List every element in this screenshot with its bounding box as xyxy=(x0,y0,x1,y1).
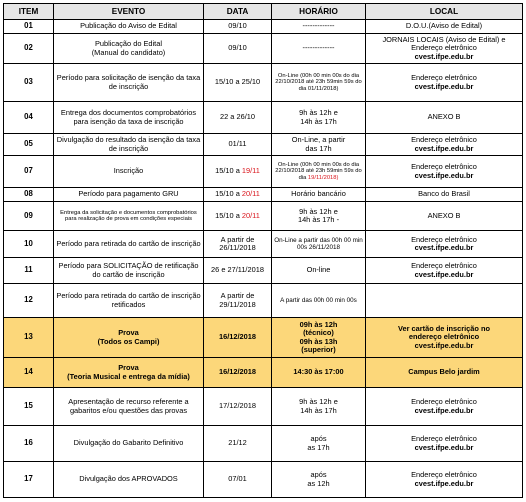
item-number: 05 xyxy=(4,134,54,156)
horario-cell: A partir das 00h 00 min 00s xyxy=(272,284,366,318)
horario-cell: 14:30 às 17:00 xyxy=(272,358,366,388)
evento-cell: Divulgação do resultado da isenção da taxa de inscrição xyxy=(54,134,204,156)
evento-line-1: Prova xyxy=(118,363,139,373)
local-line-2: Endereço eletrônico xyxy=(411,43,477,53)
local-cell: D.O.U.(Aviso de Edital) xyxy=(366,20,523,34)
table-row xyxy=(4,188,523,202)
date-end-highlight: 20/11 xyxy=(241,210,260,220)
evento-cell: Período para solicitação de isenção da taxa de inscrição xyxy=(54,64,204,102)
table-row xyxy=(4,20,523,34)
horario-cell xyxy=(272,156,366,188)
local-line-1: Endereço eletrônico xyxy=(411,261,477,271)
local-cell xyxy=(366,318,523,358)
evento-cell: Divulgação do Gabarito Definitivo xyxy=(54,426,204,462)
local-cell xyxy=(366,64,523,102)
evento-line-2: (Manual do candidato) xyxy=(91,47,166,57)
evento-cell: Inscrição xyxy=(54,156,204,188)
date-start: 15/10 a xyxy=(215,166,242,176)
evento-line-2: (Todos os Campi) xyxy=(97,336,160,346)
data-cell: 21/12 xyxy=(204,426,272,462)
local-url: cvest.ifpe.edu.br xyxy=(414,81,474,91)
horario-line-2: as 17h xyxy=(307,442,330,452)
data-line-1: A partir de xyxy=(220,291,255,301)
evento-cell: Entrega da solicitação e documentos comprobatórios para realização de prova em condições especiais xyxy=(54,202,204,231)
data-cell: 16/12/2018 xyxy=(204,318,272,358)
table-row xyxy=(4,102,523,134)
evento-line-2: (Teoria Musical e entrega da mídia) xyxy=(67,371,190,381)
data-cell: 15/10 a 25/10 xyxy=(204,64,272,102)
header-item: ITEM xyxy=(4,4,54,20)
schedule-table xyxy=(3,3,523,498)
item-number: 01 xyxy=(4,20,54,34)
local-cell xyxy=(366,34,523,64)
item-number: 08 xyxy=(4,188,54,202)
table-row xyxy=(4,462,523,498)
item-number: 07 xyxy=(4,156,54,188)
local-line-1: Endereço eletrônico xyxy=(411,162,477,172)
local-line-1: JORNAIS LOCAIS (Aviso de Edital) e xyxy=(382,35,506,45)
local-url: cvest.ifpe.edu.br xyxy=(414,143,474,153)
evento-cell: Período para pagamento GRU xyxy=(54,188,204,202)
table-row xyxy=(4,284,523,318)
local-line-1: Endereço eletrônico xyxy=(411,397,477,407)
local-cell xyxy=(366,156,523,188)
horario-cell xyxy=(272,318,366,358)
table-row xyxy=(4,231,523,258)
horario-cell xyxy=(272,102,366,134)
evento-cell xyxy=(54,358,204,388)
horario-line-1: após xyxy=(310,434,327,444)
data-cell: 09/10 xyxy=(204,20,272,34)
table-row xyxy=(4,258,523,284)
horario-line-2: 14h às 17h xyxy=(300,116,337,126)
horario-cell: On-line xyxy=(272,258,366,284)
local-cell: ANEXO B xyxy=(366,202,523,231)
item-number: 09 xyxy=(4,202,54,231)
local-cell xyxy=(366,462,523,498)
header-row xyxy=(4,4,523,20)
table-row xyxy=(4,34,523,64)
local-line-1: Endereço eletrônico xyxy=(411,234,477,244)
horario-cell xyxy=(272,202,366,231)
horario-line-3: 09h às 13h xyxy=(299,336,338,346)
item-number: 04 xyxy=(4,102,54,134)
data-cell xyxy=(204,231,272,258)
local-cell xyxy=(366,426,523,462)
evento-cell: Período para SOLICITAÇÃO de retificação do cartão de inscrição xyxy=(54,258,204,284)
table-row xyxy=(4,426,523,462)
local-url: cvest.ifpe.edu.br xyxy=(414,243,474,252)
data-cell: 01/11 xyxy=(204,134,272,156)
local-cell: ANEXO B xyxy=(366,102,523,134)
item-number: 10 xyxy=(4,231,54,258)
table-row xyxy=(4,358,523,388)
horario-cell: Horário bancário xyxy=(272,188,366,202)
item-number: 11 xyxy=(4,258,54,284)
table-row xyxy=(4,134,523,156)
local-line-1: Ver cartão de inscrição no xyxy=(397,324,490,334)
horario-cell: ------------- xyxy=(272,34,366,64)
local-url: cvest.ifpe.edu.br xyxy=(414,405,474,415)
data-cell: 09/10 xyxy=(204,34,272,64)
local-url: cvest.ifpe.edu.br xyxy=(414,478,474,488)
date-start: 15/10 a xyxy=(215,210,242,220)
date-start: 15/10 a xyxy=(215,189,242,199)
horario-highlight: 19/11/2018) xyxy=(307,174,339,181)
item-number: 13 xyxy=(4,318,54,358)
horario-cell xyxy=(272,426,366,462)
table-row xyxy=(4,388,523,426)
horario-line-2: (técnico) xyxy=(303,328,334,338)
data-cell: 16/12/2018 xyxy=(204,358,272,388)
horario-cell: ------------- xyxy=(272,20,366,34)
local-line-1: Endereço eletrônico xyxy=(411,434,477,444)
item-number: 14 xyxy=(4,358,54,388)
item-number: 15 xyxy=(4,388,54,426)
local-cell xyxy=(366,258,523,284)
header-evento: EVENTO xyxy=(54,4,204,20)
local-cell xyxy=(366,284,523,318)
evento-line-1: Publicação do Edital xyxy=(95,39,162,49)
evento-line-1: Prova xyxy=(118,328,139,338)
item-number: 03 xyxy=(4,64,54,102)
local-line-1: Endereço eletrônico xyxy=(411,470,477,480)
local-url: cvest.ifpe.edu.br xyxy=(414,170,474,180)
data-cell xyxy=(204,188,272,202)
horario-line-1: 9h às 12h e xyxy=(299,108,338,118)
date-end-highlight: 20/11 xyxy=(241,189,260,199)
horario-line-2: 14h às 17h xyxy=(300,405,337,415)
horario-line-1: após xyxy=(310,470,327,480)
horario-cell xyxy=(272,462,366,498)
data-line-1: A partir de xyxy=(220,234,255,244)
item-number: 02 xyxy=(4,34,54,64)
evento-cell: Apresentação de recurso referente a gabaritos e/ou questões das provas xyxy=(54,388,204,426)
horario-cell: On-Line a partir das 00h 00 min 00s 26/11/2018 xyxy=(272,231,366,258)
horario-cell xyxy=(272,134,366,156)
local-line-1: Endereço eletrônico xyxy=(411,73,477,83)
date-end-highlight: 19/11 xyxy=(241,166,260,176)
data-cell xyxy=(204,284,272,318)
item-number: 17 xyxy=(4,462,54,498)
evento-cell: Período para retirada do cartão de inscrição retificados xyxy=(54,284,204,318)
evento-cell: Divulgação dos APROVADOS xyxy=(54,462,204,498)
local-cell: Banco do Brasil xyxy=(366,188,523,202)
local-cell xyxy=(366,134,523,156)
horario-line-2: 14h às 17h - xyxy=(297,215,340,224)
table-row xyxy=(4,202,523,231)
table-row xyxy=(4,318,523,358)
evento-cell: Período para retirada do cartão de inscrição xyxy=(54,231,204,258)
evento-cell xyxy=(54,318,204,358)
horario-line-1: 9h às 12h e xyxy=(299,397,338,407)
horario-cell: On-Line (00h 00 min 00s do dia 22/10/2018 até 23h 59min 59s do dia 01/11/2018) xyxy=(272,64,366,102)
local-cell: Campus Belo jardim xyxy=(366,358,523,388)
horario-line-2: as 12h xyxy=(307,478,330,488)
horario-line-1: 09h às 12h xyxy=(299,319,338,329)
evento-cell xyxy=(54,34,204,64)
horario-line-2: das 17h xyxy=(305,143,332,153)
data-cell: 26 e 27/11/2018 xyxy=(204,258,272,284)
header-horario: HORÁRIO xyxy=(272,4,366,20)
data-cell: 17/12/2018 xyxy=(204,388,272,426)
item-number: 16 xyxy=(4,426,54,462)
local-line-1: Endereço eletrônico xyxy=(411,135,477,145)
data-cell: 22 a 26/10 xyxy=(204,102,272,134)
local-url: cvest.ifpe.edu.br xyxy=(414,51,474,61)
header-data: DATA xyxy=(204,4,272,20)
data-cell xyxy=(204,202,272,231)
local-cell xyxy=(366,231,523,258)
header-local: LOCAL xyxy=(366,4,523,20)
local-url: cvest.ifpe.edu.br xyxy=(414,442,474,452)
local-url: cvest.ifpe.edu.br xyxy=(414,340,474,350)
local-cell xyxy=(366,388,523,426)
horario-text: On-Line (00h 00 min 00s do dia 22/10/2018 até 23h 59min 59s do dia xyxy=(275,161,362,181)
evento-cell: Entrega dos documentos comprobatórios para isenção da taxa de inscrição xyxy=(54,102,204,134)
table-row xyxy=(4,64,523,102)
data-line-2: 29/11/2018 xyxy=(219,299,256,309)
horario-cell xyxy=(272,388,366,426)
horario-line-4: (superior) xyxy=(301,344,336,354)
table-row xyxy=(4,156,523,188)
evento-cell: Publicação do Aviso de Edital xyxy=(54,20,204,34)
horario-line-1: 9h às 12h e xyxy=(299,206,338,216)
local-url: cvest.ifpe.edu.br xyxy=(414,269,474,279)
data-cell: 07/01 xyxy=(204,462,272,498)
horario-line-1: On-Line, a partir xyxy=(291,135,346,145)
item-number: 12 xyxy=(4,284,54,318)
local-line-2: endereço eletrônico xyxy=(408,332,480,342)
data-cell xyxy=(204,156,272,188)
data-line-2: 26/11/2018 xyxy=(219,243,256,252)
